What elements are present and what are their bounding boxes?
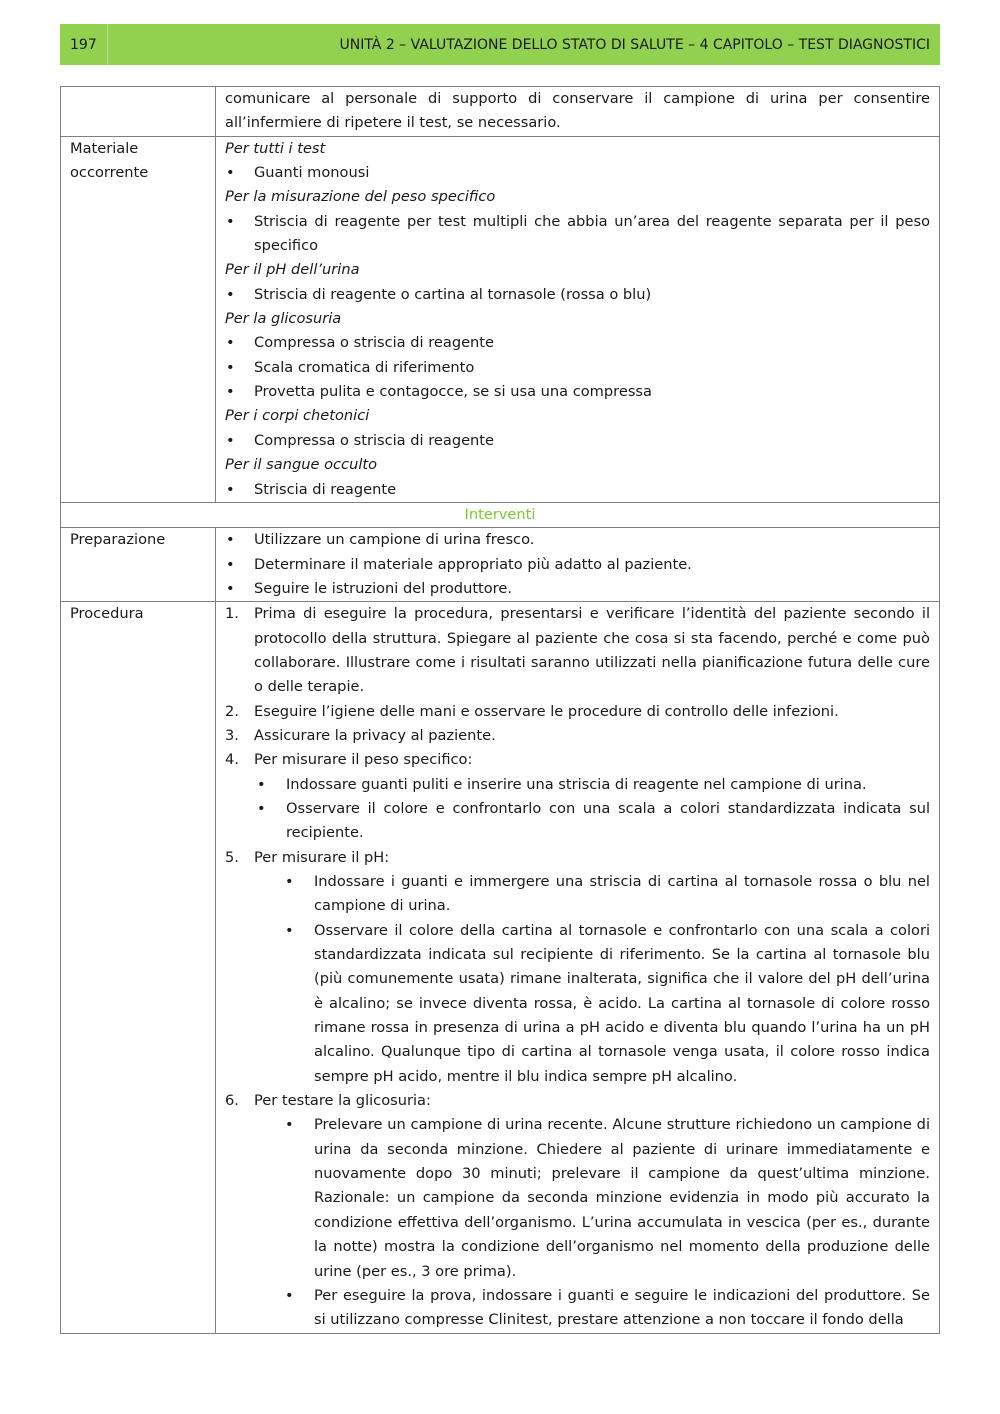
step6-list	[225, 1113, 930, 1332]
list-item: • Scala cromatica di riferimento	[225, 356, 930, 380]
step-number: 5.	[225, 848, 239, 866]
list-item: • Indossare i guanti e immergere una striscia di cartina al tornasole rossa o blu nel campione di urina.	[225, 870, 930, 919]
list-item: • Compressa o striscia di reagente	[225, 429, 930, 453]
group-list	[225, 331, 930, 404]
group-list	[225, 161, 930, 185]
row-label-procedura: Procedura	[61, 602, 216, 1333]
group-heading: Per la glicosuria	[225, 310, 342, 328]
preparazione-content	[216, 528, 940, 602]
step-text: Per testare la glicosuria:	[254, 1092, 431, 1110]
step-text: Per misurare il pH:	[254, 848, 390, 866]
row-label-preparazione: Preparazione	[61, 528, 216, 602]
step-number: 2.	[225, 702, 239, 720]
list-item: • Striscia di reagente per test multipli che abbia un’area del reagente separata per il peso specifico	[225, 210, 930, 259]
list-item: • Striscia di reagente o cartina al tornasole (rossa o blu)	[225, 283, 930, 307]
list-item: • Striscia di reagente	[225, 478, 930, 502]
list-item: • Compressa o striscia di reagente	[225, 331, 930, 355]
step5-list	[225, 870, 930, 1089]
continuation-text: comunicare al personale di supporto di conservare il campione di urina per consentire all’infermiere di ripetere il test, se necessario.	[225, 90, 930, 132]
procedure-table	[60, 86, 940, 1334]
step-number: 6.	[225, 1092, 239, 1110]
page-header	[60, 24, 940, 65]
step4-list	[225, 773, 930, 846]
step-number: 3.	[225, 726, 239, 744]
section-row	[61, 502, 940, 527]
section-title: Interventi	[61, 502, 940, 527]
list-item: • Seguire le istruzioni del produttore.	[225, 577, 930, 601]
group-heading: Per i corpi chetonici	[225, 407, 370, 425]
group-heading: Per la misurazione del peso specifico	[225, 188, 496, 206]
procedura-steps	[225, 602, 930, 772]
list-item: • Osservare il colore della cartina al tornasole e confrontarlo con una scala a colori standardizzata indicata sul recipiente di riferimento. Se la cartina al tornasole blu (più comunemente usata) rimane inalterata, significa che il valore del pH dell’urina è alcalino; se invece diventa rossa, è acido. La cartina al tornasole di colore rosso rimane rossa in presenza di urina a pH acido e diventa blu quando l’urina ha un pH alcalino. Qualunque tipo di cartina al tornasole venga usata, il colore rosso indica sempre pH acido, mentre il blu indica sempre pH alcalino.	[225, 919, 930, 1089]
row-content	[216, 87, 940, 137]
list-item: • Indossare guanti puliti e inserire una striscia di reagente nel campione di urina.	[225, 773, 930, 797]
step-item	[225, 724, 930, 748]
list-item: • Prelevare un campione di urina recente. Alcune strutture richiedono un campione di urina da seconda minzione. Chiedere al paziente di urinare immediatamente e nuovamente dopo 30 minuti; prelevare il campione da quest’ultima minzione. Razionale: un campione da seconda minzione evidenzia in modo più accurato la condizione effettiva dell’organismo. L’urina accumulata in vescica (per es., durante la notte) mostra la condizione dell’organismo nel momento della produzione delle urine (per es., 3 ore prima).	[225, 1113, 930, 1283]
step-item	[225, 846, 930, 870]
group-heading: Per il sangue occulto	[225, 456, 378, 474]
procedura-steps	[225, 846, 930, 870]
page-number: 197	[60, 24, 108, 65]
step-number: 1.	[225, 605, 239, 623]
list-item: • Osservare il colore e confrontarlo con una scala a colori standardizzata indicata sul recipiente.	[225, 797, 930, 846]
group-list	[225, 210, 930, 259]
list-item: • Provetta pulita e contagocce, se si usa una compressa	[225, 380, 930, 404]
row-label-materiale: Materiale occorrente	[61, 136, 216, 502]
row-label	[61, 87, 216, 137]
step-text: Prima di eseguire la procedura, presentarsi e verificare l’identità del paziente secondo il protocollo della struttura. Spiegare al paziente che cosa si sta facendo, perché e come può collaborare. Illustrare come i risultati saranno utilizzati nella pianificazione futura delle cure o delle terapie.	[254, 605, 930, 696]
step-number: 4.	[225, 751, 239, 769]
step-item	[225, 602, 930, 699]
materiale-content	[216, 136, 940, 502]
procedura-content	[216, 602, 940, 1333]
list-item: • Per eseguire la prova, indossare i guanti e seguire le indicazioni del produttore. Se si utilizzano compresse Clinitest, prestare attenzione a non toccare il fondo della	[225, 1284, 930, 1333]
group-heading: Per il pH dell’urina	[225, 261, 360, 279]
step-item	[225, 1089, 930, 1113]
preparazione-list	[225, 528, 930, 601]
group-list	[225, 429, 930, 453]
step-text: Per misurare il peso specifico:	[254, 751, 473, 769]
chapter-title: UNITÀ 2 – VALUTAZIONE DELLO STATO DI SALUTE – 4 CAPITOLO – TEST DIAGNOSTICI	[339, 36, 930, 53]
step-text: Eseguire l’igiene delle mani e osservare le procedure di controllo delle infezioni.	[254, 702, 839, 720]
step-text: Assicurare la privacy al paziente.	[254, 726, 496, 744]
table-row	[61, 87, 940, 137]
table-row-preparazione	[61, 528, 940, 602]
group-list	[225, 478, 930, 502]
group-heading: Per tutti i test	[225, 139, 326, 157]
list-item: • Determinare il materiale appropriato più adatto al paziente.	[225, 553, 930, 577]
list-item: • Utilizzare un campione di urina fresco.	[225, 528, 930, 552]
table-row-materiale	[61, 136, 940, 502]
step-item	[225, 700, 930, 724]
step-item	[225, 748, 930, 772]
group-list	[225, 283, 930, 307]
table-row-procedura	[61, 602, 940, 1333]
list-item: • Guanti monousi	[225, 161, 930, 185]
procedura-steps	[225, 1089, 930, 1113]
